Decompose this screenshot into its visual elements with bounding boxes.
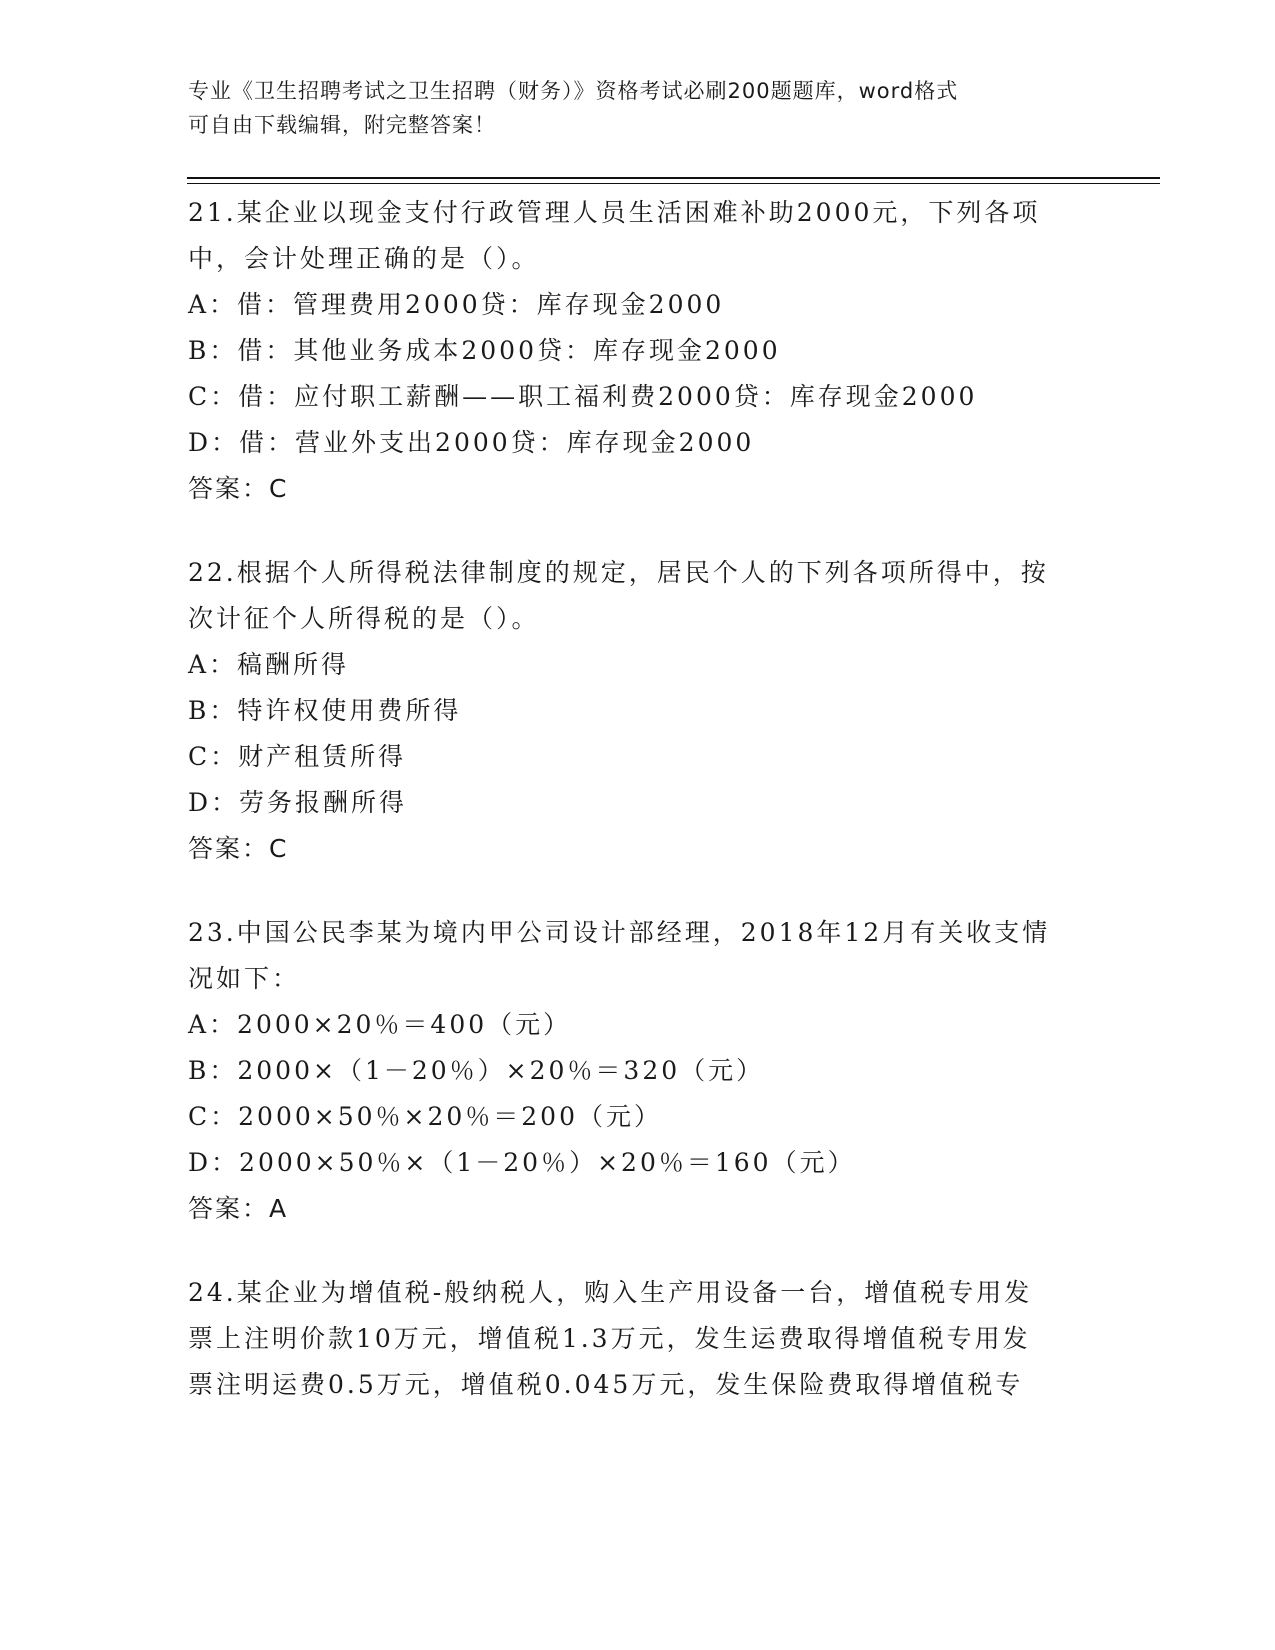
header-divider-thick xyxy=(187,177,1160,179)
question-stem-line: 中，会计处理正确的是（）。 xyxy=(188,244,540,273)
question-23 xyxy=(188,910,1088,1232)
question-22 xyxy=(188,550,1088,872)
answer-line: 答案：C xyxy=(188,834,289,863)
question-stem-line: 24.某企业为增值税-般纳税人，购入生产用设备一台，增值税专用发 xyxy=(188,1278,1033,1307)
answer-line: 答案：A xyxy=(188,1194,289,1223)
option-d: D：借：营业外支出2000贷：库存现金2000 xyxy=(188,428,755,457)
option-c: C：财产租赁所得 xyxy=(188,742,407,771)
question-stem-line: 23.中国公民李某为境内甲公司设计部经理，2018年12月有关收支情 xyxy=(188,918,1051,947)
question-stem-line: 况如下： xyxy=(188,964,301,993)
question-stem-line: 22.根据个人所得税法律制度的规定，居民个人的下列各项所得中，按 xyxy=(188,558,1049,587)
header-line-1: 专业《卫生招聘考试之卫生招聘（财务）》资格考试必刷200题题库，word格式 xyxy=(188,79,959,103)
question-stem-line: 次计征个人所得税的是（）。 xyxy=(188,604,540,633)
option-a: A：稿酬所得 xyxy=(188,650,350,679)
option-a: A：2000×20％＝400（元） xyxy=(188,1010,572,1039)
option-b: B：借：其他业务成本2000贷：库存现金2000 xyxy=(188,336,781,365)
question-stem-line: 票注明运费0.5万元，增值税0.045万元，发生保险费取得增值税专 xyxy=(188,1370,1024,1399)
option-c: C：2000×50％×20％＝200（元） xyxy=(188,1102,662,1131)
question-stem-line: 21.某企业以现金支付行政管理人员生活困难补助2000元，下列各项 xyxy=(188,198,1041,227)
option-d: D：劳务报酬所得 xyxy=(188,788,408,817)
option-d: D：2000×50％×（1－20％）×20％＝160（元） xyxy=(188,1148,856,1177)
option-b: B：2000×（1－20％）×20％＝320（元） xyxy=(188,1056,765,1085)
document-header xyxy=(188,74,1088,142)
option-a: A：借：管理费用2000贷：库存现金2000 xyxy=(188,290,725,319)
option-b: B：特许权使用费所得 xyxy=(188,696,462,725)
header-divider-thin xyxy=(187,183,1160,184)
question-list xyxy=(188,190,1088,1446)
answer-line: 答案：C xyxy=(188,474,289,503)
option-c: C：借：应付职工薪酬——职工福利费2000贷：库存现金2000 xyxy=(188,382,978,411)
question-stem-line: 票上注明价款10万元，增值税1.3万元，发生运费取得增值税专用发 xyxy=(188,1324,1031,1353)
header-line-2: 可自由下载编辑，附完整答案！ xyxy=(188,113,496,137)
question-21 xyxy=(188,190,1088,512)
question-24 xyxy=(188,1270,1088,1408)
